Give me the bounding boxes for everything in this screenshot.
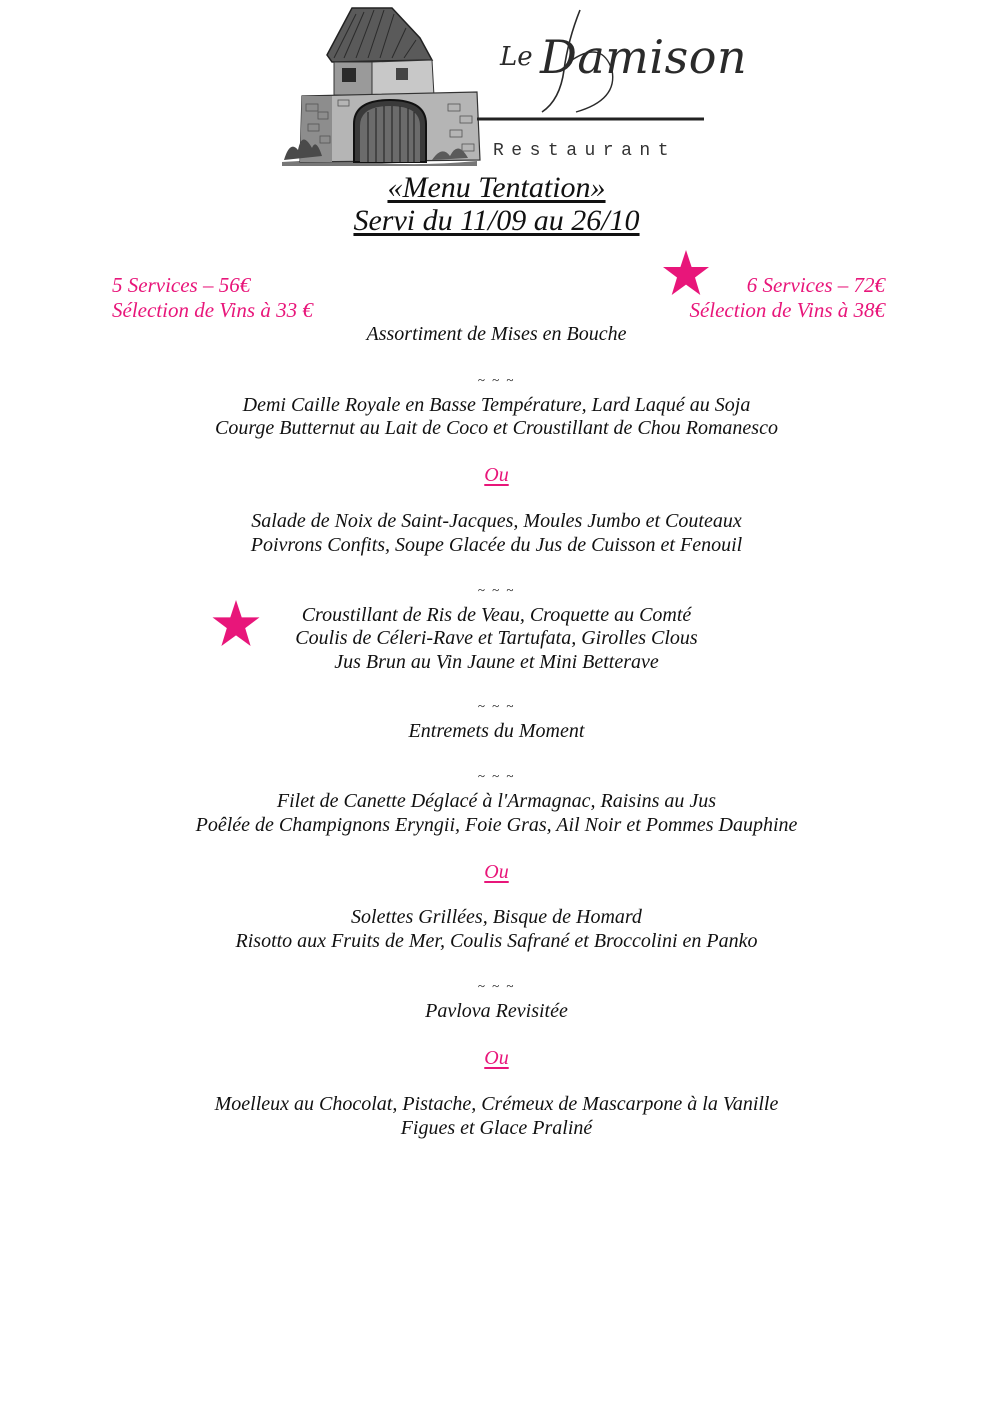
starter-2-line-1: Salade de Noix de Saint-Jacques, Moules Jumbo et Couteaux xyxy=(251,510,742,532)
starter-2-line-2: Poivrons Confits, Soupe Glacée du Jus de Cuisson et Fenouil xyxy=(250,534,743,556)
wine-selection-38: Sélection de Vins à 38€ xyxy=(689,298,885,322)
or-label: Ou xyxy=(484,464,509,486)
separator: ~ ~ ~ xyxy=(477,978,516,993)
main-2-line-2: Risotto aux Fruits de Mer, Coulis Safrané et Broccolini en Panko xyxy=(235,930,758,952)
extra-course-line-3: Jus Brun au Vin Jaune et Mini Betterave xyxy=(334,651,659,673)
or-label: Ou xyxy=(484,1047,509,1069)
separator: ~ ~ ~ xyxy=(477,768,516,783)
price-5-services: 5 Services – 56€ xyxy=(112,273,251,297)
extra-course-line-1: Croustillant de Ris de Veau, Croquette au Comté xyxy=(301,604,692,626)
starter-1-line-2: Courge Butternut au Lait de Coco et Croustillant de Chou Romanesco xyxy=(215,417,778,439)
price-block-6-services xyxy=(689,273,885,323)
entremets: Entremets du Moment xyxy=(408,720,585,742)
extra-course-line-2: Coulis de Céleri-Rave et Tartufata, Girolles Clous xyxy=(295,627,698,649)
logo-prefix: Le xyxy=(500,42,533,72)
price-block-5-services xyxy=(112,273,313,323)
separator: ~ ~ ~ xyxy=(477,372,516,387)
wine-selection-33: Sélection de Vins à 33 € xyxy=(112,298,313,322)
logo-name: Damison xyxy=(540,30,748,84)
separator: ~ ~ ~ xyxy=(477,698,516,713)
starter-1-line-1: Demi Caille Royale en Basse Température, Lard Laqué au Soja xyxy=(242,394,751,416)
dessert-2-line-2: Figues et Glace Praliné xyxy=(400,1117,593,1139)
dessert-2-line-1: Moelleux au Chocolat, Pistache, Crémeux de Mascarpone à la Vanille xyxy=(214,1093,779,1115)
or-label: Ou xyxy=(484,861,509,883)
main-1-line-2: Poêlée de Champignons Eryngii, Foie Gras, Ail Noir et Pommes Dauphine xyxy=(195,814,798,836)
price-6-services: 6 Services – 72€ xyxy=(746,273,885,297)
amuse-bouche: Assortiment de Mises en Bouche xyxy=(366,323,627,345)
menu-title: «Menu Tentation» xyxy=(387,171,606,204)
logo-subtitle: Restaurant xyxy=(493,141,677,161)
dessert-1: Pavlova Revisitée xyxy=(425,1000,568,1022)
separator: ~ ~ ~ xyxy=(477,582,516,597)
menu-dates: Servi du 11/09 au 26/10 xyxy=(353,204,640,237)
main-2-line-1: Solettes Grillées, Bisque de Homard xyxy=(351,906,642,928)
main-1-line-1: Filet de Canette Déglacé à l'Armagnac, Raisins au Jus xyxy=(276,790,717,812)
